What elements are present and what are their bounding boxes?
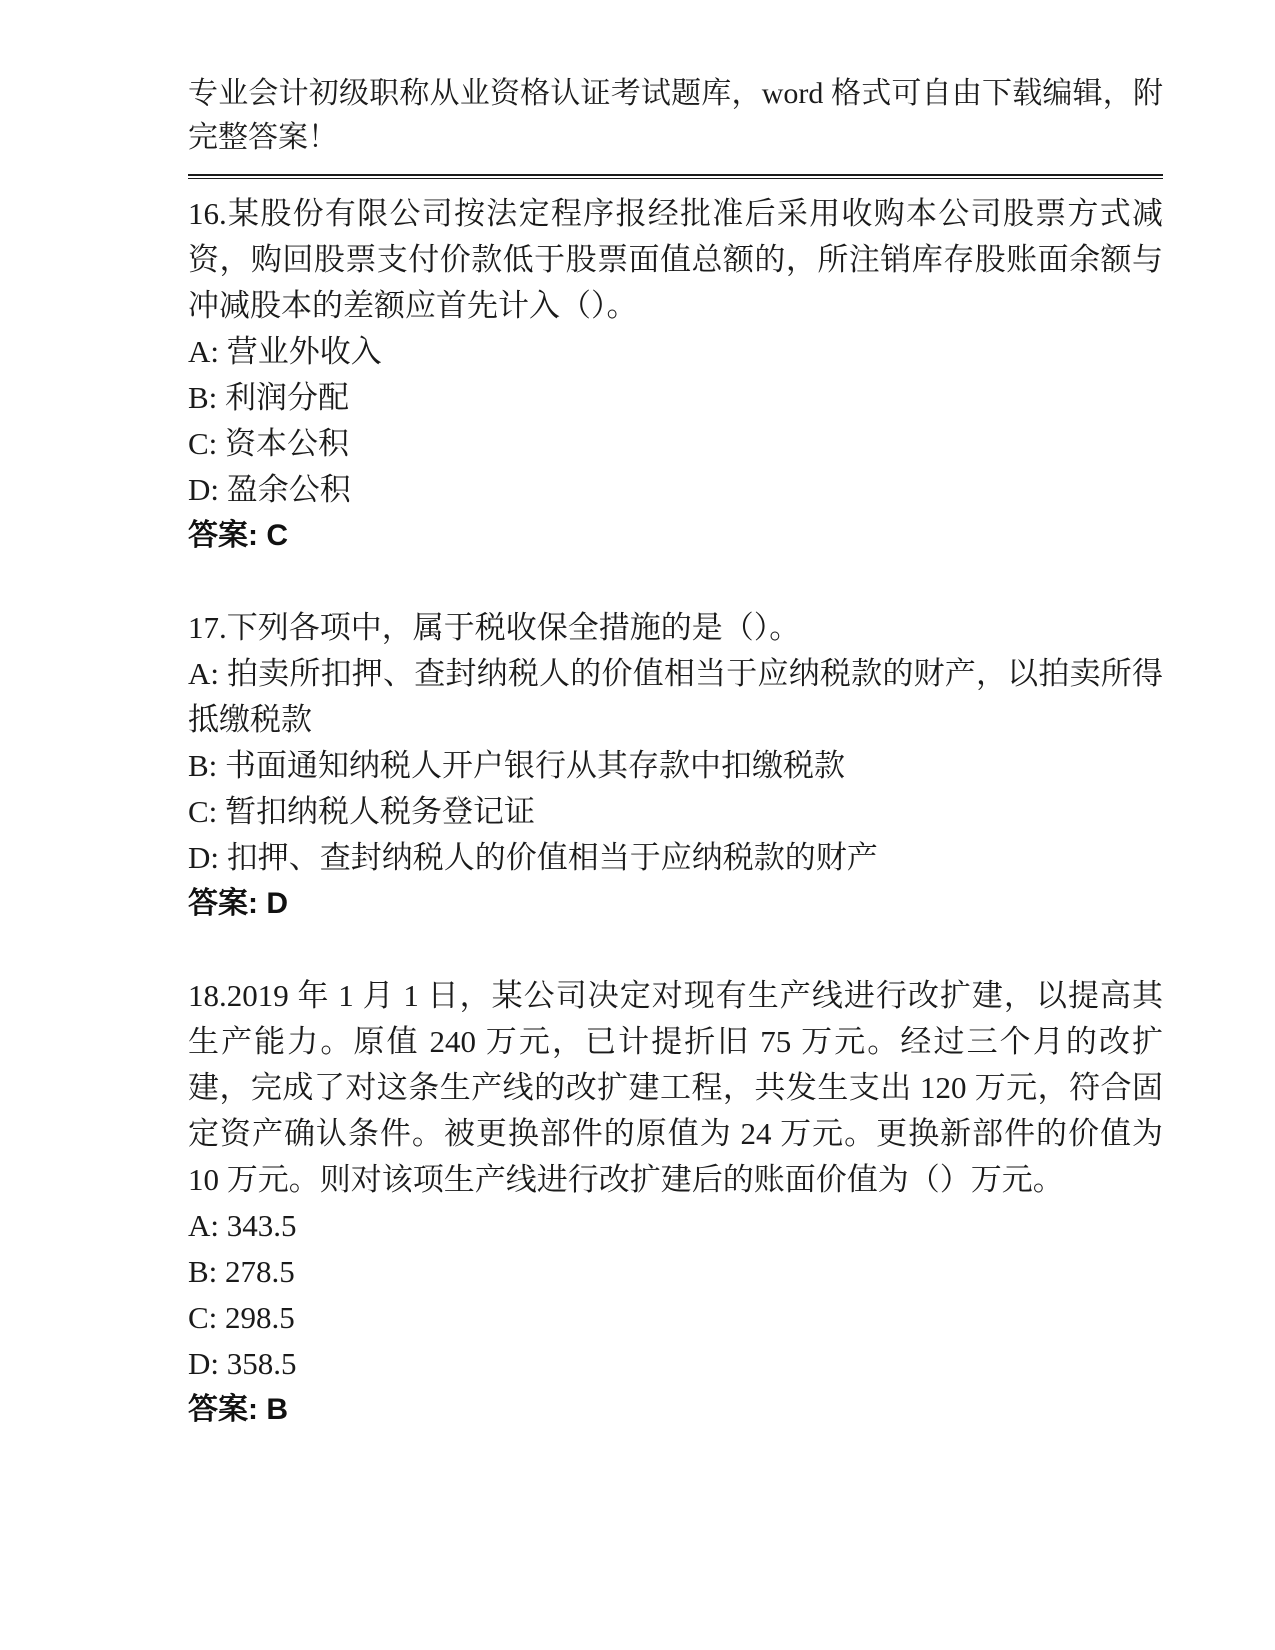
question-17-answer: 答案: D [188,887,288,920]
question-18 [188,973,1163,1433]
question-18-option-d: D: 358.5 [188,1346,297,1381]
question-17-option-b: B: 书面通知纳税人开户银行从其存款中扣缴税款 [188,748,846,783]
question-18-text: 18.2019 年 1 月 1 日，某公司决定对现有生产线进行改扩建，以提高其生产能力。原值 240 万元，已计提折旧 75 万元。经过三个月的改扩建，完成了对这条生产线的改扩建工程，共发生支出 120 万元，符合固定资产确认条件。被更换部件的原值为 24 万元。更换新部件的价值为 10 万元。则对该项生产线进行改扩建后的账面价值为（）万元。 [188,978,1163,1197]
question-17-option-c: C: 暂扣纳税人税务登记证 [188,794,536,829]
question-16-option-a: A: 营业外收入 [188,334,382,369]
question-16-answer: 答案: C [188,519,288,552]
question-18-answer: 答案: B [188,1393,288,1426]
question-17-option-a: A: 拍卖所扣押、查封纳税人的价值相当于应纳税款的财产，以拍卖所得抵缴税款 [188,656,1163,737]
header-divider-line [188,174,1163,179]
question-18-option-c: C: 298.5 [188,1300,295,1335]
question-17-option-d: D: 扣押、查封纳税人的价值相当于应纳税款的财产 [188,840,878,875]
question-18-option-b: B: 278.5 [188,1254,295,1289]
question-16-option-d: D: 盈余公积 [188,472,351,507]
question-18-option-a: A: 343.5 [188,1208,297,1243]
question-17-text: 17.下列各项中，属于税收保全措施的是（）。 [188,610,801,645]
question-17 [188,605,1163,927]
question-16-option-c: C: 资本公积 [188,426,350,461]
question-16 [188,191,1163,559]
question-16-text: 16.某股份有限公司按法定程序报经批准后采用收购本公司股票方式减资，购回股票支付价款低于股票面值总额的，所注销库存股账面余额与冲减股本的差额应首先计入（）。 [188,196,1163,323]
page-header-text: 专业会计初级职称从业资格认证考试题库，word 格式可自由下载编辑，附完整答案！ [188,77,1163,154]
question-16-option-b: B: 利润分配 [188,380,350,415]
